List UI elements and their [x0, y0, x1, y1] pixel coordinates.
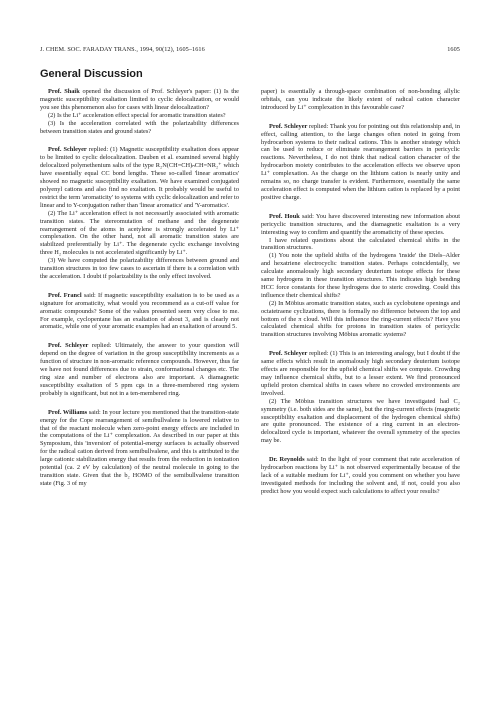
discussion-paragraph — [261, 456, 460, 496]
speaker-name: Prof. Williams — [48, 408, 88, 416]
speaker-name: Prof. Schleyer — [269, 122, 308, 130]
speaker-name: Prof. Shaik — [48, 88, 80, 95]
paragraph-gap — [40, 281, 239, 292]
discussion-paragraph — [261, 252, 460, 299]
paragraph-text: replied: Ultimately, the answer to your question will depend on the degree of variation in the group susceptibility increments as a function of structure in non-aromatic reference compounds. However, thus far we have not found differences due to strain, conformational changes etc. The ring size and number of electrons also are important. A diamagnetic susceptibility exaltation of 5 ppm cgs in a three-membered ring system probably is significant, but not in a ten-membered ring. — [40, 342, 239, 397]
paragraph-gap — [40, 331, 239, 342]
running-header — [40, 46, 460, 53]
paragraph-text: I have related questions about the calculated chemical shifts in the transition structures. — [261, 236, 460, 252]
paragraph-text: paper) is essentially a through-space combination of non-bonding allylic orbitals, can you indicate the likely extent of radical cation character introduced by Li⁺ complexation in this favourable case? — [261, 88, 460, 111]
paragraph-text: said: You have discovered interesting new information about pericyclic transition structures, and the diamagnetic exaltation is a very interesting way to confirm and quantify the aromaticity of these species. — [261, 212, 460, 236]
speaker-name: Prof. Schleyer — [48, 146, 87, 154]
discussion-paragraph — [261, 350, 460, 397]
paragraph-gap — [261, 339, 460, 350]
paragraph-text: replied: Thank you for pointing out this relationship and, in effect, calling attention, to the large changes often noted in going from hydrocarbon systems to their radical cations. This is another strategy which can be used to reduce or eliminate rearrangement barriers in pericyclic reactions. Nevertheless, I do not think that radical cation character of the hydrocarbon moiety contributes to the acceleration effects we observe upon Li⁺ complexation. As the charge on the lithium cation is nearly unity and remains so, no charge transfer is evident. Furthermore, essentially the same acceleration effect is computed when the lithium cation is replaced by a point positive charge. — [261, 122, 460, 201]
discussion-paragraph — [40, 210, 239, 257]
speaker-name: Prof. Francl — [48, 291, 82, 299]
discussion-paragraph — [40, 88, 239, 112]
speaker-name: Dr. Reynolds — [269, 456, 305, 464]
paragraph-text: replied: (1) This is an interesting analogy, but I doubt if the same effects which result in anomalously high secondary deuterium isotope effects are responsible for the upfield chemical shifts we compute. Crowding may influence chemical shifts, but to a lesser extent. We find pronounced upfield proton chemical shifts in cases where no crowded environments are involved. — [261, 350, 460, 397]
discussion-paragraph — [261, 213, 460, 237]
paragraph-text: (1) You note the upfield shifts of the hydrogens 'inside' the Diels–Alder and hexatriene electrocyclic transition states. Perhaps coincidentally, we calculate anomalously high secondary deuterium isotope effects for these same hydrogens in these transition structures. This indicates high bending HCC force constants for these hydrogens due to steric crowding. Could this influence their chemical shifts? — [261, 252, 460, 299]
discussion-paragraph — [261, 237, 460, 253]
left-column — [40, 88, 239, 488]
paragraph-text: said: In the light of your comment that rate acceleration of hydrocarbon reactions by Li⁺ is not observed experimentally because of the lack of a suitable medium for Li⁺, could you comment on whether you have investigated methods for including the solvent and, if not, could you also predict how you would expect such calculations to affect your results? — [261, 456, 461, 495]
discussion-paragraph — [40, 409, 239, 488]
paragraph-text: said: If magnetic susceptibility exaltation is to be used as a signature for aromaticity, what would you recommend as a cut-off value for aromatic compounds? Some of the values presented seem very close to me. For example, cyclopentane has an exaltation of about 3, and is clearly not aromatic, while one of your aromatic examples had an exaltation of around 5. — [40, 291, 239, 331]
discussion-paragraph — [261, 123, 460, 202]
discussion-paragraph — [261, 88, 460, 112]
paragraph-gap — [40, 398, 239, 409]
paragraph-text: said: In your lecture you mentioned that the transition-state energy for the Cope rearrangement of semibullvalene is lowered relative to that of the reactant molecule when zero-point energy effects are included in the computations of the Li⁺ complexation. As described in our paper at this Symposium, this 'inversion' of potential-energy surfaces is actually observed for the radical cation derived from semibullvalene, and this is attributed to the large cationic stabilization energy that results from the reduction in ionization potential (ca. 2 eV by calculation) of the neutral molecule in going to the transition state. Given that the b₂ HOMO of the semibullvalene transition state (Fig. 3 of my — [40, 408, 239, 487]
discussion-paragraph — [261, 398, 460, 445]
paragraph-gap — [261, 445, 460, 456]
paragraph-text: opened the discussion of Prof. Schleyer's paper: (1) Is the magnetic susceptibility exaltation limited to cyclic delocalization, or would you see this phenomenon also for cases with linear delocalization? — [40, 88, 239, 111]
discussion-paragraph — [40, 257, 239, 281]
section-title: General Discussion — [40, 68, 143, 80]
paragraph-text: (2) Is the Li⁺ acceleration effect special for aromatic transition states? — [48, 111, 226, 119]
paragraph-text: (3) We have computed the polarizability differences between ground and transition structures in too few cases to ascertain if there is a correlation with the acceleration. I doubt if polarizability is the only effect involved. — [40, 257, 239, 280]
paragraph-gap — [261, 112, 460, 123]
discussion-paragraph — [40, 146, 239, 209]
paragraph-gap — [261, 202, 460, 213]
speaker-name: Prof. Schleyer — [269, 350, 308, 358]
discussion-paragraph — [261, 300, 460, 340]
paragraph-text: (2) In Möbius aromatic transition states, such as cyclobutene openings and octatetraene cyclizations, there is formally no difference between the top and bottom of the π cloud. Will this influence the ring-current effects? Have you calculated chemical shifts for protons in transition states of pericyclic transition structures involving Möbius aromatic systems? — [261, 299, 460, 339]
paragraph-text: (3) Is the acceleration correlated with the polarizability differences between transition states and ground states? — [40, 119, 239, 135]
paragraph-gap — [40, 135, 239, 146]
discussion-paragraph — [40, 342, 239, 397]
discussion-paragraph — [40, 292, 239, 332]
speaker-name: Prof. Houk — [269, 212, 300, 220]
paragraph-text: replied: (1) Magnetic susceptibility exaltation does appear to be limited to cyclic delocalization. Dauben et al. examined several highly delocalized polymethenium salts of the type R₂N(CH=CH)ₙCH=NR₂⁺ which have essentially equal CC bond lengths. These so-called 'linear aromatics' showed no magnetic susceptibility exaltation. We have examined conjugated polyenyl cations and also find no exaltation. It probably would be useful to restrict the term 'aromaticity' to systems with cyclic delocalization and refer to linear and to Y-conjugation rather than 'linear aromatics' and 'Y-aromatics'. — [40, 146, 239, 209]
discussion-paragraph — [40, 120, 239, 136]
page-number: 1605 — [447, 46, 460, 53]
discussion-paragraph — [40, 112, 239, 120]
right-column — [261, 88, 460, 496]
paragraph-text: (2) The Möbius transition structures we have investigated had C₂ symmetry (i.e. both sides are the same), but the ring-current effects (magnetic susceptibility exaltation and displacement of the hydrogen chemical shifts) are quite pronounced. The existence of a ring current in an electron-delocalized cycle is important, whatever the overall symmetry of the species may be. — [261, 397, 460, 445]
paragraph-text: (2) The Li⁺ acceleration effect is not necessarily associated with aromatic transition states. The stereomutation of methane and the degenerate rearrangement of the atoms in acetylene is strongly accelerated by Li⁺ complexation. On the other hand, not all aromatic transition states are stabilized preferentially by Li⁺. The degenerate cyclic exchange involving three H₂ molecules is not accelerated significantly by Li⁺. — [40, 209, 239, 257]
speaker-name: Prof. Schleyer — [48, 342, 89, 350]
journal-citation: J. CHEM. SOC. FARADAY TRANS., 1994, 90(12), 1605–1616 — [40, 46, 205, 53]
